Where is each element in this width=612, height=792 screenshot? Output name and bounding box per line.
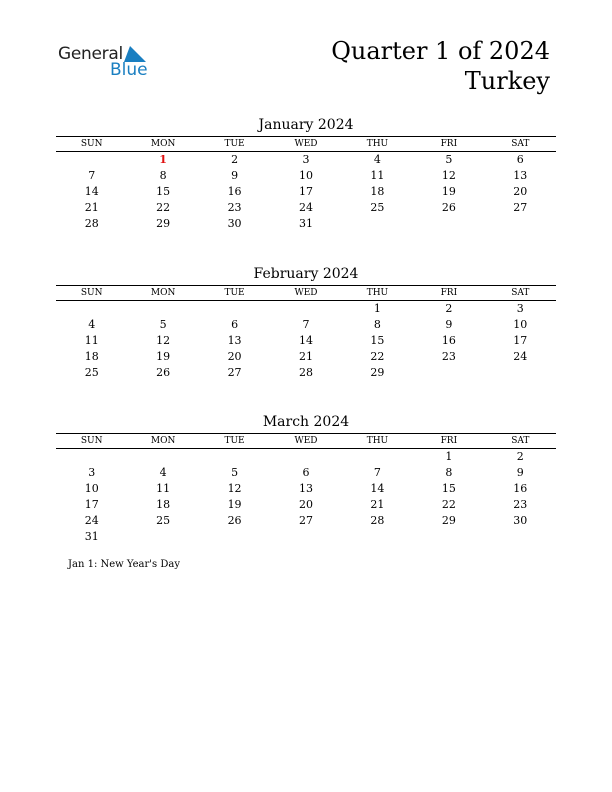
week-row: [56, 349, 556, 365]
day-cell: [485, 529, 556, 545]
day-cell: 20: [227, 350, 242, 363]
week-row: [56, 200, 556, 216]
day-cell: 16: [513, 482, 528, 495]
weekday-header: [56, 433, 556, 449]
day-cell: [270, 301, 341, 317]
weekday-label: FRI: [413, 433, 484, 449]
day-cell: 31: [298, 217, 313, 230]
day-cell: 14: [84, 185, 99, 198]
day-cell: 20: [298, 498, 313, 511]
day-cell: [413, 529, 484, 545]
day-cell: 25: [84, 366, 99, 379]
day-cell: 19: [227, 498, 242, 511]
month-march: [56, 412, 556, 545]
weekday-label: TUE: [199, 433, 270, 449]
day-cell: 6: [516, 153, 524, 166]
day-cell: [127, 301, 198, 317]
day-cell: 8: [373, 318, 381, 331]
day-cell: 1: [445, 450, 453, 463]
day-cell: 13: [513, 169, 528, 182]
day-cell: [270, 449, 341, 465]
day-cell: [199, 529, 270, 545]
day-cell: [485, 365, 556, 381]
day-cell: 16: [227, 185, 242, 198]
week-row: [56, 168, 556, 184]
day-cell: 27: [227, 366, 242, 379]
weekday-label: SUN: [56, 433, 127, 449]
month-january: [56, 115, 556, 232]
day-cell: 23: [227, 201, 242, 214]
day-cell: 12: [441, 169, 456, 182]
week-row: [56, 152, 556, 168]
day-cell: [270, 529, 341, 545]
day-cell: 7: [373, 466, 381, 479]
day-cell: 17: [84, 498, 99, 511]
day-cell: 21: [84, 201, 99, 214]
day-cell: 5: [445, 153, 453, 166]
day-cell: 15: [370, 334, 385, 347]
day-cell: 13: [227, 334, 242, 347]
title-block: [331, 36, 550, 96]
day-cell: [485, 216, 556, 232]
week-row: [56, 497, 556, 513]
month-title: January 2024: [258, 117, 354, 133]
day-cell: [56, 449, 127, 465]
day-cell: 28: [84, 217, 99, 230]
week-row: [56, 216, 556, 232]
weekday-header: [56, 136, 556, 152]
day-cell: 9: [516, 466, 524, 479]
weekday-header: [56, 285, 556, 301]
day-cell: 23: [513, 498, 528, 511]
day-cell: 5: [231, 466, 239, 479]
day-cell: 7: [88, 169, 96, 182]
day-cell: 2: [231, 153, 239, 166]
day-cell: [56, 301, 127, 317]
day-cell: 10: [84, 482, 99, 495]
month-title: March 2024: [262, 414, 350, 430]
day-cell: 10: [298, 169, 313, 182]
day-cell: 4: [373, 153, 381, 166]
weekday-label: TUE: [199, 285, 270, 301]
week-row: [56, 465, 556, 481]
day-cell: 18: [370, 185, 385, 198]
day-cell: 26: [441, 201, 456, 214]
logo-blue-text: Blue: [110, 60, 148, 80]
day-cell: [56, 152, 127, 168]
day-cell: 12: [156, 334, 171, 347]
holiday-notes: [68, 559, 180, 570]
day-cell: 11: [156, 482, 171, 495]
weekday-label: THU: [342, 433, 413, 449]
logo-general-text: General: [58, 44, 123, 64]
day-cell: 27: [298, 514, 313, 527]
day-cell: 3: [302, 153, 310, 166]
day-cell: 3: [516, 302, 524, 315]
weekday-label: SAT: [485, 285, 556, 301]
country-title: Turkey: [464, 67, 550, 95]
day-cell: 4: [88, 318, 96, 331]
day-cell: 22: [370, 350, 385, 363]
day-cell: 24: [513, 350, 528, 363]
weekday-label: WED: [270, 433, 341, 449]
day-cell: 8: [445, 466, 453, 479]
day-cell: 15: [156, 185, 171, 198]
week-row: [56, 184, 556, 200]
day-cell: 11: [370, 169, 385, 182]
day-cell: 22: [156, 201, 171, 214]
day-cell: 20: [513, 185, 528, 198]
week-row: [56, 513, 556, 529]
day-cell: [127, 449, 198, 465]
day-cell: 30: [513, 514, 528, 527]
day-cell: 9: [231, 169, 239, 182]
weekday-label: THU: [342, 136, 413, 152]
day-cell: 12: [227, 482, 242, 495]
day-cell: [342, 529, 413, 545]
day-cell: 18: [156, 498, 171, 511]
day-cell: 29: [441, 514, 456, 527]
day-cell: 11: [84, 334, 99, 347]
weekday-label: SUN: [56, 285, 127, 301]
holiday-note: Jan 1: New Year's Day: [68, 559, 180, 570]
weekday-label: MON: [127, 136, 198, 152]
day-cell: 23: [441, 350, 456, 363]
weekday-label: SAT: [485, 136, 556, 152]
day-cell: [342, 449, 413, 465]
day-cell: 28: [370, 514, 385, 527]
day-cell: [199, 301, 270, 317]
day-cell: [127, 529, 198, 545]
day-cell: 1: [159, 153, 167, 166]
quarter-title: Quarter 1 of 2024: [331, 37, 550, 65]
day-cell: 21: [298, 350, 313, 363]
day-cell: 31: [84, 530, 99, 543]
day-cell: 17: [513, 334, 528, 347]
day-cell: 21: [370, 498, 385, 511]
day-cell: 19: [156, 350, 171, 363]
day-cell: [199, 449, 270, 465]
day-cell: 18: [84, 350, 99, 363]
day-cell: [413, 365, 484, 381]
day-cell: 27: [513, 201, 528, 214]
day-cell: 15: [441, 482, 456, 495]
day-cell: 2: [445, 302, 453, 315]
day-cell: [413, 216, 484, 232]
day-cell: [342, 216, 413, 232]
weekday-label: THU: [342, 285, 413, 301]
weekday-label: WED: [270, 285, 341, 301]
day-cell: 14: [370, 482, 385, 495]
day-cell: 1: [373, 302, 381, 315]
day-cell: 24: [84, 514, 99, 527]
day-cell: 16: [441, 334, 456, 347]
day-cell: 29: [370, 366, 385, 379]
week-row: [56, 333, 556, 349]
weekday-label: FRI: [413, 136, 484, 152]
week-row: [56, 481, 556, 497]
weekday-label: WED: [270, 136, 341, 152]
day-cell: 25: [156, 514, 171, 527]
weekday-label: MON: [127, 285, 198, 301]
day-cell: 14: [298, 334, 313, 347]
week-row: [56, 317, 556, 333]
day-cell: 22: [441, 498, 456, 511]
day-cell: 28: [298, 366, 313, 379]
week-row: [56, 529, 556, 545]
day-cell: 24: [298, 201, 313, 214]
day-cell: 10: [513, 318, 528, 331]
day-cell: 25: [370, 201, 385, 214]
day-cell: 17: [298, 185, 313, 198]
weekday-label: SAT: [485, 433, 556, 449]
day-cell: 8: [159, 169, 167, 182]
day-cell: 19: [441, 185, 456, 198]
day-cell: 26: [227, 514, 242, 527]
day-cell: 13: [298, 482, 313, 495]
day-cell: 26: [156, 366, 171, 379]
day-cell: 5: [159, 318, 167, 331]
month-february: [56, 264, 556, 381]
month-title: February 2024: [253, 266, 359, 282]
day-cell: 6: [302, 466, 310, 479]
week-row: [56, 365, 556, 381]
day-cell: 7: [302, 318, 310, 331]
day-cell: 4: [159, 466, 167, 479]
day-cell: 2: [516, 450, 524, 463]
week-row: [56, 449, 556, 465]
weekday-label: FRI: [413, 285, 484, 301]
weekday-label: SUN: [56, 136, 127, 152]
weekday-label: MON: [127, 433, 198, 449]
day-cell: 6: [231, 318, 239, 331]
day-cell: 3: [88, 466, 96, 479]
day-cell: 9: [445, 318, 453, 331]
weekday-label: TUE: [199, 136, 270, 152]
week-row: [56, 301, 556, 317]
day-cell: 29: [156, 217, 171, 230]
day-cell: 30: [227, 217, 242, 230]
